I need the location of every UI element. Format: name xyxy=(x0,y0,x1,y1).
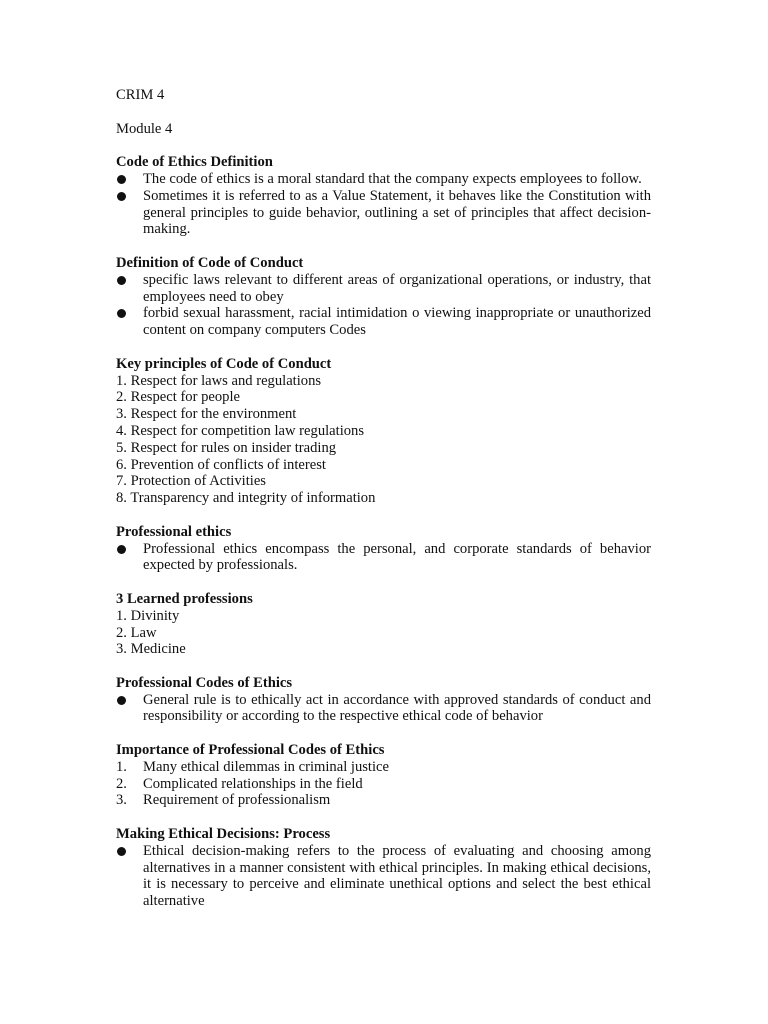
list-item: 3. Respect for the environment xyxy=(116,406,297,423)
bullet-item xyxy=(116,692,651,726)
list-item: 1. Respect for laws and regulations xyxy=(116,372,322,389)
section-heading: Making Ethical Decisions: Process xyxy=(116,826,331,843)
section-code-of-ethics-definition xyxy=(116,154,651,238)
section-heading: Professional ethics xyxy=(116,523,232,540)
bullet-icon xyxy=(117,192,126,201)
list-number: 2. xyxy=(116,775,127,792)
list-item: 3. Medicine xyxy=(116,641,186,658)
list-item xyxy=(116,792,651,809)
section-heading: Professional Codes of Ethics xyxy=(116,674,293,691)
bullet-icon xyxy=(117,545,126,554)
spacer xyxy=(116,658,651,675)
list-text: Many ethical dilemmas in criminal justice xyxy=(143,758,389,775)
bullet-icon xyxy=(117,847,126,856)
numbered-list xyxy=(116,759,651,809)
bullet-list xyxy=(116,171,651,238)
bullet-list xyxy=(116,843,651,910)
section-learned-professions xyxy=(116,591,651,658)
list-number: 1. xyxy=(116,758,127,775)
document-content xyxy=(116,87,651,910)
bullet-text: Ethical decision-making refers to the process of evaluating and choosing among alternatives in a manner consistent with ethical principles. In making ethical decisions, it is necessary to perceive and eliminate unethical options and select the best ethical alternative xyxy=(143,842,651,910)
section-definition-of-code-of-conduct xyxy=(116,255,651,339)
spacer xyxy=(116,507,651,524)
list-item: 4. Respect for competition law regulations xyxy=(116,422,365,439)
numbered-list xyxy=(116,608,651,658)
section-key-principles xyxy=(116,356,651,507)
section-heading: 3 Learned professions xyxy=(116,590,253,607)
list-item: 8. Transparency and integrity of information xyxy=(116,490,376,507)
bullet-list xyxy=(116,272,651,339)
section-professional-codes-of-ethics xyxy=(116,675,651,725)
bullet-list xyxy=(116,541,651,575)
spacer xyxy=(116,137,651,154)
spacer xyxy=(116,574,651,591)
bullet-item xyxy=(116,843,651,910)
module-title: Module 4 xyxy=(116,120,173,137)
bullet-item xyxy=(116,171,651,188)
section-heading: Importance of Professional Codes of Ethics xyxy=(116,742,385,759)
section-heading: Definition of Code of Conduct xyxy=(116,254,304,271)
section-heading: Code of Ethics Definition xyxy=(116,154,273,171)
section-heading: Key principles of Code of Conduct xyxy=(116,355,332,372)
bullet-text: specific laws relevant to different areas of organizational operations, or industry, that employees need to obey xyxy=(143,271,651,305)
spacer xyxy=(116,809,651,826)
list-item xyxy=(116,776,651,793)
list-item xyxy=(116,759,651,776)
list-number: 3. xyxy=(116,792,127,809)
list-item: 2. Respect for people xyxy=(116,389,241,406)
spacer xyxy=(116,238,651,255)
section-professional-ethics xyxy=(116,524,651,574)
bullet-icon xyxy=(117,175,126,184)
bullet-item xyxy=(116,305,651,339)
bullet-text: Professional ethics encompass the personal, and corporate standards of behavior expected by professionals. xyxy=(143,540,651,574)
bullet-icon xyxy=(117,276,126,285)
section-importance-of-codes xyxy=(116,742,651,809)
list-text: Requirement of professionalism xyxy=(143,792,331,809)
bullet-item xyxy=(116,272,651,306)
bullet-item xyxy=(116,541,651,575)
list-text: Complicated relationships in the field xyxy=(143,775,363,792)
spacer xyxy=(116,339,651,356)
list-item: 2. Law xyxy=(116,624,157,641)
bullet-text: General rule is to ethically act in accordance with approved standards of conduct and responsibility or according to the respective ethical code of behavior xyxy=(143,691,651,725)
bullet-icon xyxy=(117,696,126,705)
bullet-text: Sometimes it is referred to as a Value Statement, it behaves like the Constitution with general principles to guide behavior, outlining a set of principles that affect decision-making. xyxy=(143,187,651,238)
bullet-item xyxy=(116,188,651,238)
numbered-list xyxy=(116,373,651,507)
bullet-text: The code of ethics is a moral standard that the company expects employees to follow. xyxy=(143,170,642,187)
list-item: 1. Divinity xyxy=(116,607,180,624)
section-making-ethical-decisions xyxy=(116,826,651,910)
list-item: 6. Prevention of conflicts of interest xyxy=(116,456,326,473)
bullet-icon xyxy=(117,309,126,318)
spacer xyxy=(116,104,651,121)
course-title: CRIM 4 xyxy=(116,87,165,103)
list-item: 5. Respect for rules on insider trading xyxy=(116,439,337,456)
list-item: 7. Protection of Activities xyxy=(116,473,266,490)
spacer xyxy=(116,725,651,742)
bullet-list xyxy=(116,692,651,726)
bullet-text: forbid sexual harassment, racial intimidation o viewing inappropriate or unauthorized content on company computers Codes xyxy=(143,305,651,339)
